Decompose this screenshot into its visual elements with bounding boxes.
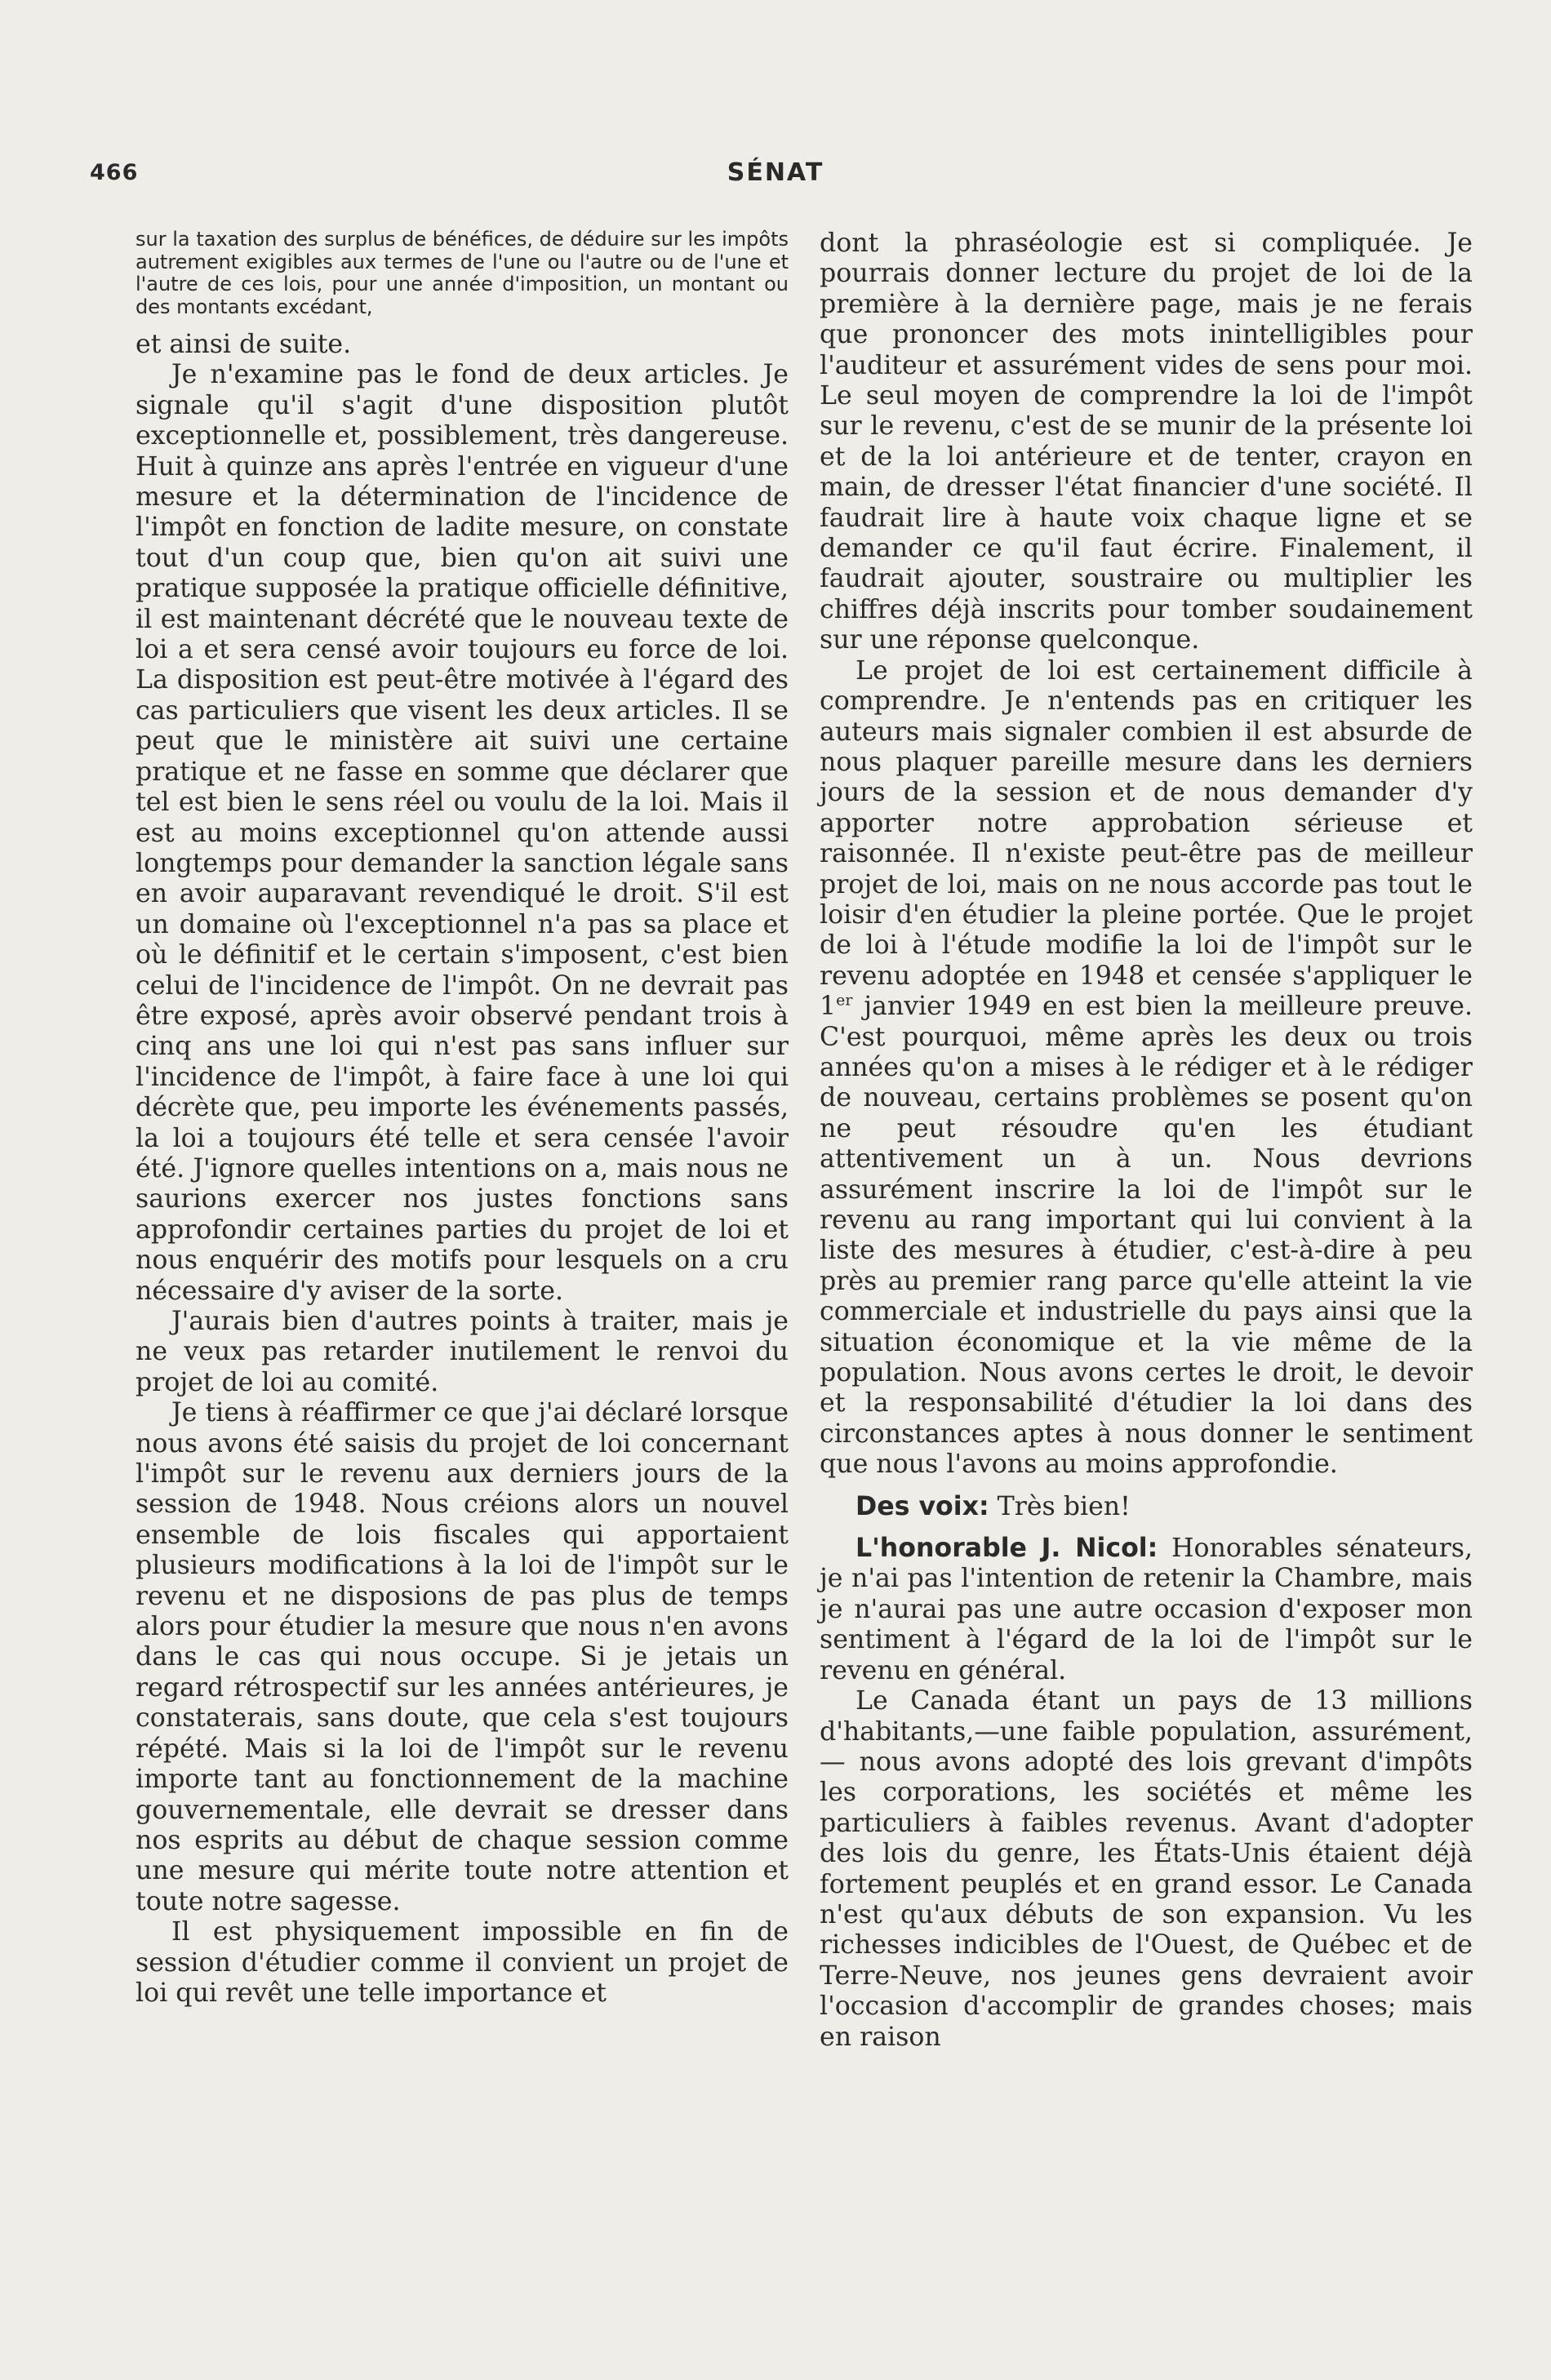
paragraph: Je n'examine pas le fond de deux articles. Je signale qu'il s'agit d'une disposition plutôt exceptionnelle et, possiblement, très dangereuse. Huit à quinze ans après l'entrée en vigueur d'une mesure et la détermination de l'incidence de l'impôt en fonction de ladite mesure, on constate tout d'un coup que, bien qu'on ait suivi une pratique supposée la pratique officielle définitive, il est maintenant décrété que le nouveau texte de loi a et sera censé avoir toujours eu force de loi. La disposition est peut-être motivée à l'égard des cas particuliers que visent les deux articles. Il se peut que le ministère ait suivi une certaine pratique et ne fasse en somme que déclarer que tel est bien le sens réel ou voulu de la loi. Mais il est au moins exceptionnel qu'on attende aussi longtemps pour demander la sanction légale sans en avoir auparavant revendiqué le droit. S'il est un domaine où l'exceptionnel n'a pas sa place et où le définitif et le certain s'imposent, c'est bien celui de l'incidence de l'impôt. On ne devrait pas être exposé, après avoir observé pendant trois à cinq ans une loi qui n'est pas sans influer sur l'incidence de l'impôt, à faire face à une loi qui décrète que, peu importe les événements passés, la loi a toujours été telle et sera censée l'avoir été. J'ignore quelles intentions on a, mais nous ne saurions exercer nos justes fonctions sans approfondir certaines parties du projet de loi et nous enquérir des motifs pour lesquels on a cru nécessaire d'y aviser de la sorte.: [136, 360, 789, 1306]
paragraph: dont la phraséologie est si compliquée. Je pourrais donner lecture du projet de loi de la première à la dernière page, mais je ne ferais que prononcer des mots inintelligibles pour l'auditeur et assurément vides de sens pour moi. Le seul moyen de comprendre la loi de l'impôt sur le revenu, c'est de se munir de la présente loi et de la loi antérieure et de tenter, crayon en main, de dresser l'état financier d'une société. Il faudrait lire à haute voix chaque ligne et se demander ce qu'il faut écrire. Finalement, il faudrait ajouter, soustraire ou multiplier les chiffres déjà inscrits pour tomber soudainement sur une réponse quelconque.: [820, 229, 1473, 655]
quoted-text: sur la taxation des surplus de bénéfices, de déduire sur les impôts autrement exigibles aux termes de l'une ou l'autre ou de l'une et l'autre de ces lois, pour une année d'imposition, un montant ou des montants excédant,: [136, 228, 789, 318]
speaker-label: L'honorable J. Nicol:: [855, 1534, 1158, 1564]
paragraph-text: janvier 1949 en est bien la meilleure preuve. C'est pourquoi, même après les deux ou trois années qu'on a mises à le rédiger et à le rédiger de nouveau, certains problèmes se posent qu'on ne peut résoudre qu'en les étudiant attentivement un à un. Nous devrions assurément inscrire la loi de l'impôt sur le revenu au rang important qui lui convient à la liste des mesures à étudier, c'est-à-dire à peu près au premier rang parce qu'elle atteint la vie commerciale et industrielle du pays ainsi que la situation économique et la vie même de la population. Nous avons certes le droit, le devoir et la responsabilité d'étudier la loi dans des circonstances aptes à nous donner le sentiment que nous l'avons au moins approfondie.: [820, 992, 1473, 1480]
paragraph: [820, 656, 1473, 1481]
paragraph: et ainsi de suite.: [136, 330, 352, 359]
paragraph: Il est physiquement impossible en fin de session d'étudier comme il convient un projet de loi qui revêt une telle importance et: [136, 1917, 789, 2008]
page-number: 466: [90, 160, 139, 185]
paragraph: Le Canada étant un pays de 13 millions d'habitants,—une faible population, assurément,— nous avons adopté des lois grevant d'impôts les corporations, les sociétés et même les particuliers à faibles revenus. Avant d'adopter des lois du genre, les États-Unis étaient déjà fortement peuplés et en grand essor. Le Canada n'est qu'aux débuts de son expansion. Vu les richesses indicibles de l'Ouest, de Québec et de Terre-Neuve, nos jeunes gens devraient avoir l'occasion d'accomplir de grandes choses; mais en raison: [820, 1686, 1473, 2052]
paragraph-text: Le projet de loi est certainement difficile à comprendre. Je n'entends pas en critiquer les auteurs mais signaler combien il est absurde de nous plaquer pareille mesure dans les derniers jours de la session et de nous demander d'y apporter notre approbation sérieuse et raisonnée. Il n'existe peut-être pas de meilleur projet de loi, mais on ne nous accorde pas tout le loisir d'en étudier la pleine portée. Que le projet de loi à l'étude modifie la loi de l'impôt sur le revenu adoptée en 1948 et censée s'appliquer le 1: [820, 655, 1473, 1022]
left-column: [136, 229, 789, 2009]
page-title: SÉNAT: [727, 158, 824, 187]
speech-text: Très bien!: [989, 1491, 1131, 1521]
speech-text: Honorables sénateurs, je n'ai pas l'intention de retenir la Chambre, mais je n'aurai pas une autre occasion d'exposer mon sentiment à l'égard de la loi de l'impôt sur le revenu en général.: [820, 1534, 1473, 1685]
speaker-label: Des voix:: [855, 1491, 989, 1521]
speaker-paragraph: [820, 1492, 1473, 1522]
right-column: [820, 229, 1473, 2053]
paragraph: Je tiens à réaffirmer ce que j'ai déclaré lorsque nous avons été saisis du projet de loi concernant l'impôt sur le revenu aux derniers jours de la session de 1948. Nous créions alors un nouvel ensemble de lois fiscales qui apportaient plusieurs modifications à la loi de l'impôt sur le revenu et ne disposions de pas plus de temps alors pour étudier la mesure que nous n'en avons dans le cas qui nous occupe. Si je jetais un regard rétrospectif sur les années antérieures, je constaterais, sans doute, que cela s'est toujours répété. Mais si la loi de l'impôt sur le revenu importe tant au fonctionnement de la machine gouvernementale, elle devrait se dresser dans nos esprits au début de chaque session comme une mesure qui mérite toute notre attention et toute notre sagesse.: [136, 1398, 789, 1916]
superscript: er: [836, 991, 853, 1010]
paragraph: J'aurais bien d'autres points à traiter, mais je ne veux pas retarder inutilement le renvoi du projet de loi au comité.: [136, 1307, 789, 1397]
speaker-paragraph: [820, 1534, 1473, 1686]
